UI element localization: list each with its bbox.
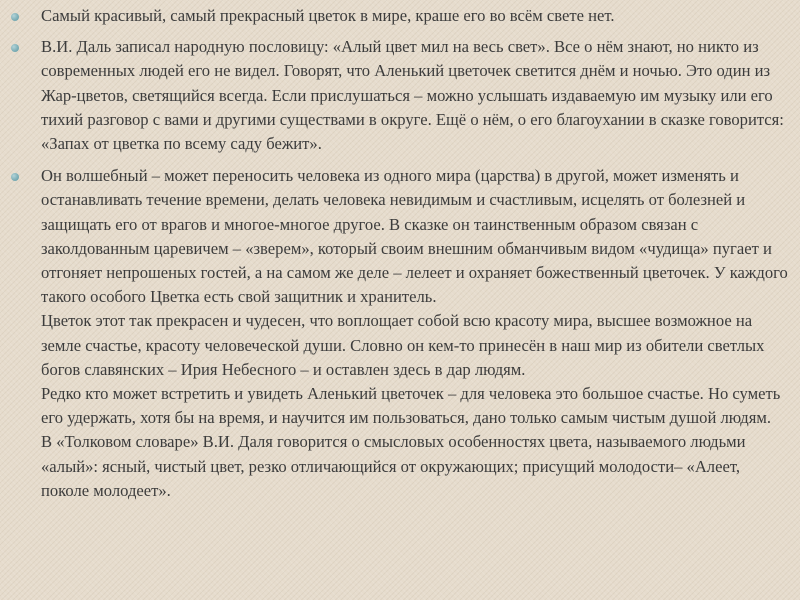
paragraph-text: Цветок этот так прекрасен и чудесен, что воплощает собой всю красоту мира, высшее возможное на земле счастье, красоту человеческой души. Словно он кем-то принесён в наш мир из обители светлых богов славянских – Ирия Небесного – и оставлен здесь в дар людям. bbox=[41, 311, 765, 379]
bullet-paragraph-3 bbox=[10, 164, 792, 503]
bullet-icon bbox=[11, 44, 19, 52]
bullet-paragraph-1 bbox=[10, 4, 792, 28]
bullet-icon bbox=[11, 173, 19, 181]
paragraph-text: В.И. Даль записал народную пословицу: «Алый цвет мил на весь свет». Все о нём знают, но никто из современных людей его не видел. Говорят, что Аленький цветочек светится днём и ночью. Это один из Жар-цветов, светящийся всегда. Если прислушаться – можно услышать издаваемую им музыку или его тихий разговор с вами и другими существами в округе. Ещё о нём, о его благоухании в сказке говорится: «Запах от цветка по всему саду бежит». bbox=[41, 37, 784, 154]
slide-content bbox=[10, 4, 792, 508]
paragraph-text: Самый красивый, самый прекрасный цветок в мире, краше его во всём свете нет. bbox=[41, 6, 615, 25]
bullet-paragraph-2 bbox=[10, 35, 792, 156]
paragraph-text: Он волшебный – может переносить человека из одного мира (царства) в другой, может изменять и останавливать течение времени, делать человека невидимым и счастливым, исцелять от болезней и защищать его от врагов и многое-многое другое. В сказке он таинственным образом связан с заколдованным царевичем – «зверем», который своим внешним обманчивым видом «чудища» пугает и отгоняет непрошеных гостей, а на самом же деле – лелеет и охраняет божественный цветочек. У каждого такого особого Цветка есть свой защитник и хранитель. bbox=[41, 166, 788, 307]
bullet-icon bbox=[11, 13, 19, 21]
paragraph-text: В «Толковом словаре» В.И. Даля говорится о смысловых особенностях цвета, называемого людьми «алый»: ясный, чистый цвет, резко отличающийся от окружающих; присущий молодости– «Алеет, поколе молодеет». bbox=[41, 432, 746, 500]
paragraph-text: Редко кто может встретить и увидеть Аленький цветочек – для человека это большое счастье. Но суметь его удержать, хотя бы на время, и научится им пользоваться, дано только самым чистым душой людям. bbox=[41, 384, 781, 428]
